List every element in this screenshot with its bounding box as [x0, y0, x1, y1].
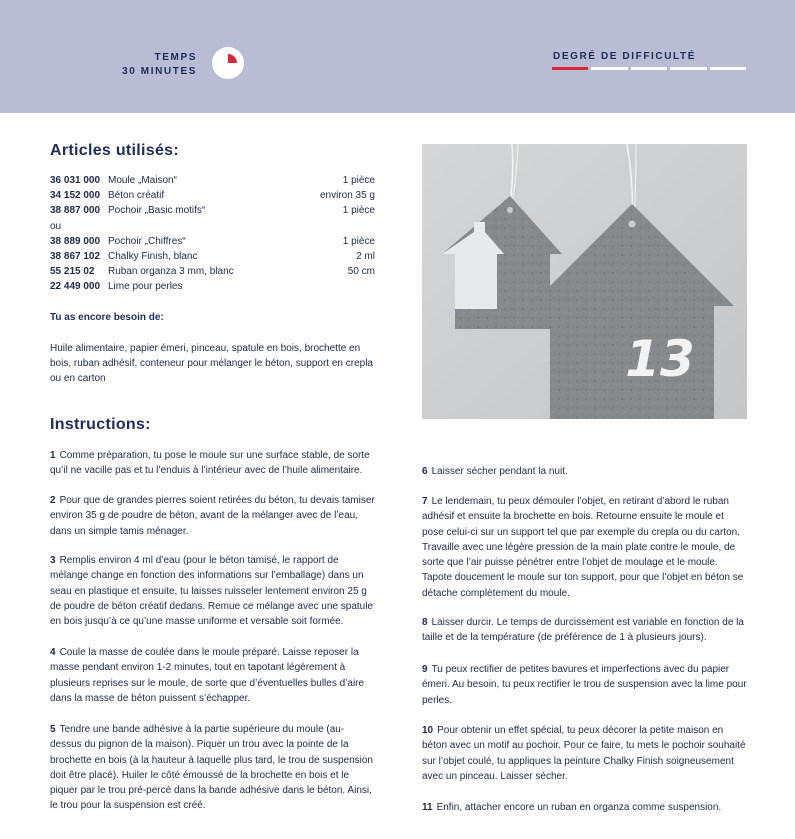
material-code: 55 215 02 [50, 266, 95, 278]
step-number: 7 [422, 496, 428, 507]
material-name: Pochoir „Chiffres“ [108, 235, 186, 247]
material-name: Pochoir „Basic motifs“ [108, 205, 206, 217]
material-code: ou [50, 220, 62, 232]
material-row [50, 203, 375, 218]
clock-icon [211, 46, 245, 80]
instruction-step [50, 645, 375, 706]
house-number: 13 [625, 330, 695, 388]
step-number: 11 [422, 802, 433, 813]
instructions-title: Instructions: [50, 416, 151, 433]
material-name: Chalky Finish, blanc [108, 251, 198, 263]
step-number: 10 [422, 725, 434, 736]
time-label: TEMPS [154, 52, 197, 63]
material-row [50, 234, 375, 249]
material-qty: 1 pièce [342, 175, 375, 186]
instruction-step [50, 722, 375, 814]
material-name: Lime pour perles [108, 281, 183, 293]
material-row [50, 188, 375, 203]
difficulty-bar [631, 67, 667, 70]
step-number: 1 [50, 450, 56, 461]
material-row [50, 249, 375, 264]
step-text: Comme préparation, tu pose le moule sur une surface stable, de sorte qu’il ne vacille pas et tu l’enduis à l’intérieur avec de l’huile alimentaire. [50, 450, 370, 477]
material-name [108, 219, 294, 234]
material-name: Moule „Maison“ [108, 175, 177, 186]
material-name: Béton créatif [108, 190, 165, 202]
difficulty-bar [710, 67, 746, 70]
materials-title: Articles utilisés: [50, 142, 180, 159]
material-code: 36 031 000 [50, 175, 101, 186]
difficulty-bar [670, 67, 706, 70]
instruction-step [50, 448, 375, 479]
step-text: Laisser sécher pendant la nuit. [431, 466, 568, 477]
material-name: Ruban organza 3 mm, blanc [108, 266, 234, 278]
instruction-step [422, 494, 747, 601]
time-info [122, 51, 197, 79]
step-number: 8 [422, 617, 428, 628]
needs-title: Tu as encore besoin de: [50, 312, 164, 323]
step-text: Enfin, attacher encore un ruban en organza comme suspension. [436, 802, 722, 813]
step-number: 9 [422, 664, 428, 675]
step-number: 3 [50, 555, 56, 566]
product-photo [422, 144, 747, 419]
instruction-step [422, 662, 747, 708]
material-qty [294, 279, 375, 294]
material-qty [294, 219, 375, 234]
step-number: 2 [50, 495, 56, 506]
step-text: Remplis environ 4 ml d’eau (pour le béton tamisé, le rapport de mélange change en fonction des informations sur l’emballage) dans un seau en plastique et ensuite, tu laisses ruisseler lentement environ 25 g de poudre de béton créatif dedans. Remue ce mélange avec une spatule en bois jusqu’à ce qu’une masse uniforme et versable soit formée. [50, 555, 373, 628]
difficulty-bar [552, 67, 588, 70]
material-code: 38 889 000 [50, 235, 101, 247]
material-code: 38 867 102 [50, 251, 101, 263]
material-qty: environ 35 g [319, 190, 375, 202]
instruction-step [422, 723, 747, 784]
step-number: 5 [50, 724, 56, 735]
material-qty: 1 pièce [342, 235, 375, 247]
material-row [50, 219, 375, 234]
step-text: Pour que de grandes pierres soient retirées du béton, tu devais tamiser environ 35 g de poudre de béton, avant de la mélanger avec de l’eau, dans un simple tamis ménager. [50, 495, 375, 537]
instruction-step [50, 493, 375, 539]
header-band [0, 0, 795, 113]
material-row [50, 173, 375, 188]
needs-text: Huile alimentaire, papier émeri, pinceau, spatule en bois, brochette en bois, ruban adhésif, conteneur pour mélanger le béton, support en crepla ou en carton [50, 343, 373, 384]
step-number: 6 [422, 466, 428, 477]
material-code: 34 152 000 [50, 190, 101, 202]
step-number: 4 [50, 647, 56, 658]
material-qty: 2 ml [356, 251, 375, 263]
time-value: 30 MINUTES [122, 66, 197, 77]
material-row [50, 264, 375, 279]
difficulty-bar [591, 67, 627, 70]
step-text: Pour obtenir un effet spécial, tu peux décorer la petite maison en béton avec un motif au pochoir. Pour ce faire, tu mets le pochoir souhaité sur l’objet coulé, tu appliques la peinture Chalky Finish soigneusement avec un pinceau. Laisser sécher. [422, 725, 746, 782]
step-text: Coule la masse de coulée dans le moule préparé. Laisse reposer la masse pendant environ 1-2 minutes, tout en tapotant légèrement à plusieurs reprises sur le moule, de sorte que d’éventuelles bulles d’aire dans la masse de béton puissent s’échapper. [50, 647, 365, 704]
difficulty-label: DEGRÉ DE DIFFICULTÉ [553, 51, 696, 62]
instruction-step [50, 553, 375, 629]
materials-table [50, 173, 375, 295]
instruction-step [422, 615, 747, 646]
material-row [50, 279, 375, 294]
instruction-step [422, 464, 747, 479]
material-code: 22 449 000 [50, 281, 101, 293]
instruction-step [422, 800, 747, 815]
step-text: Laisser durcir. Le temps de durcissement est variable en fonction de la taille et de la température (de préférence de 1 à plusieurs jours). [422, 617, 744, 644]
difficulty-meter [552, 67, 746, 71]
material-qty: 1 pièce [342, 205, 375, 217]
step-text: Tendre une bande adhésive à la partie supérieure du moule (au-dessus du pignon de la maison). Piquer un trou avec la pointe de la brochette en bois (à la hauteur à laquelle plus tard, le trou de suspension doit être placé). Huiler le côté émoussé de la brochette en bois et le piquer par le trou pré-percé dans la bande adhésive dans le béton. Ainsi, le trou pour la suspension est créé. [50, 724, 373, 812]
material-code: 38 887 000 [50, 205, 101, 217]
step-text: Tu peux rectifier de petites bavures et imperfections avec du papier émeri. Au besoin, tu peux rectifier le trou de suspension avec la lime pour perles. [422, 664, 747, 706]
material-qty: 50 cm [347, 266, 375, 278]
step-text: Le lendemain, tu peux démouler l’objet, en retirant d’abord le ruban adhésif et ensuite la brochette en bois. Retourne ensuite le moule et pose celui-ci sur un support tel que par exemple du crepla ou du carton. Travaille avec une légère pression de la main plate contre le moule, de sorte que l’air puisse pénétrer entre l’objet de moulage et le moule. Tapote doucement le moule sur ton support, pour que l’objet en béton se détache complètement du moule. [422, 496, 744, 599]
